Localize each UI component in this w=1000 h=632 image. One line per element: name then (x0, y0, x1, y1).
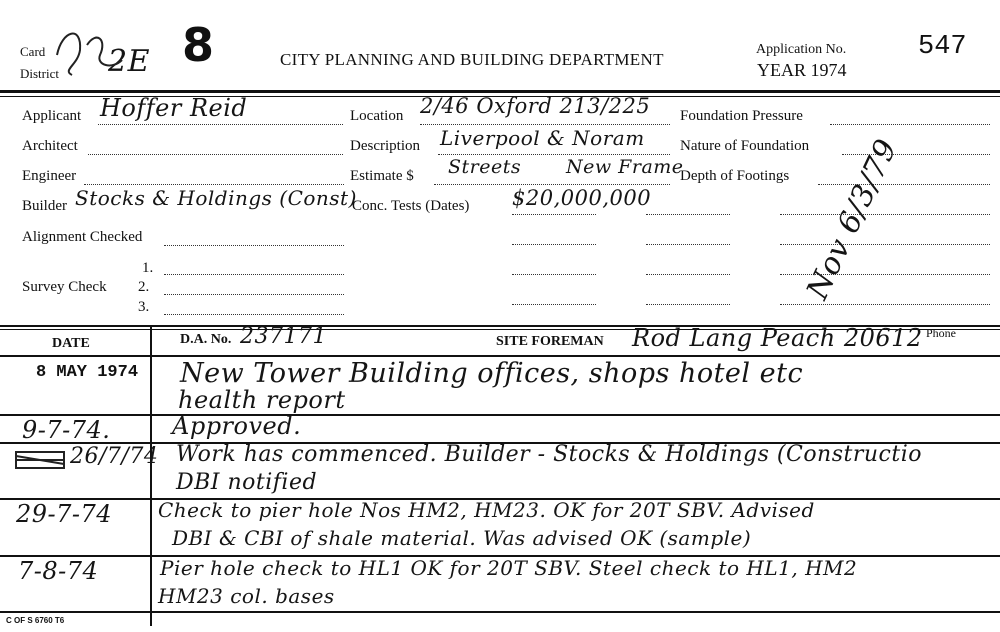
nature-label: Nature of Foundation (680, 138, 810, 154)
number-mark: 8 (182, 18, 215, 72)
department-title: CITY PLANNING AND BUILDING DEPARTMENT (280, 50, 664, 69)
survey-label: Survey Check (22, 279, 107, 295)
district-value: 2E (108, 44, 150, 79)
date-header: DATE (52, 336, 90, 351)
survey-1: 1. (142, 260, 154, 276)
header-rule (0, 90, 1000, 93)
estimate-value-a: Streets (448, 156, 522, 178)
site-foreman-label: SITE FOREMAN (496, 334, 604, 349)
da-value: 237171 (240, 324, 327, 349)
log-text-6: Check to pier hole Nos HM2, HM23. OK for 20T SBV. Advised (158, 498, 815, 522)
log-text-7: DBI & CBI of shale material. Was advised OK (sample) (172, 526, 752, 550)
log-text-9: HM23 col. bases (158, 584, 335, 608)
log-text-4: Work has commenced. Builder - Stocks & Holdings (Constructio (176, 442, 922, 467)
phone-label: Phone (926, 326, 956, 340)
conc-tests-label: Conc. Tests (Dates) (352, 198, 470, 214)
survey-3: 3. (138, 299, 150, 315)
description-value: Liverpool & Noram (440, 126, 645, 150)
applicant-value: Hoffer Reid (100, 94, 248, 122)
log-text-2: health report (178, 386, 346, 414)
survey-2: 2. (138, 279, 150, 295)
log-date-6: 29-7-74 (16, 500, 113, 528)
log-date-1: 8 MAY 1974 (36, 363, 139, 382)
application-number: 547 (918, 32, 967, 62)
log-date-3: 9-7-74. (22, 416, 111, 444)
printer-mark: C OF S 6760 T6 (6, 616, 65, 625)
alignment-label: Alignment Checked (22, 229, 143, 245)
da-label: D.A. No. (180, 332, 232, 347)
card-scribble (52, 20, 132, 80)
log-text-8: Pier hole check to HL1 OK for 20T SBV. Steel check to HL1, HM2 (160, 556, 858, 580)
site-foreman-value: Rod Lang Peach 20612 (632, 324, 923, 352)
log-text-3: Approved. (172, 412, 302, 440)
card-label: Card (20, 44, 46, 59)
applicant-label: Applicant (22, 108, 82, 124)
conc-tests-value: $20,000,000 (512, 186, 652, 210)
log-text-5: DBI notified (176, 470, 318, 495)
description-label: Description (350, 138, 420, 154)
struck-date-mark (12, 446, 72, 476)
location-value: 2/46 Oxford 213/225 (420, 94, 651, 118)
log-date-4: 26/7/74 (70, 444, 159, 469)
foundation-pressure-label: Foundation Pressure (680, 108, 803, 124)
estimate-value-b: New Frame (566, 156, 684, 178)
year-label: YEAR 1974 (757, 60, 847, 80)
location-label: Location (350, 108, 404, 124)
engineer-label: Engineer (22, 168, 77, 184)
estimate-label: Estimate $ (350, 168, 414, 184)
builder-value: Stocks & Holdings (Const) (75, 186, 357, 210)
log-text-1: New Tower Building offices, shops hotel etc (180, 358, 804, 389)
application-label: Application No. (756, 42, 847, 57)
log-date-8: 7-8-74 (18, 557, 99, 585)
architect-label: Architect (22, 138, 78, 154)
depth-label: Depth of Footings (680, 168, 790, 184)
date-column-divider (150, 326, 152, 626)
builder-label: Builder (22, 198, 67, 214)
district-label: District (20, 66, 59, 81)
side-note: Nov 6/3/79 (800, 133, 905, 305)
